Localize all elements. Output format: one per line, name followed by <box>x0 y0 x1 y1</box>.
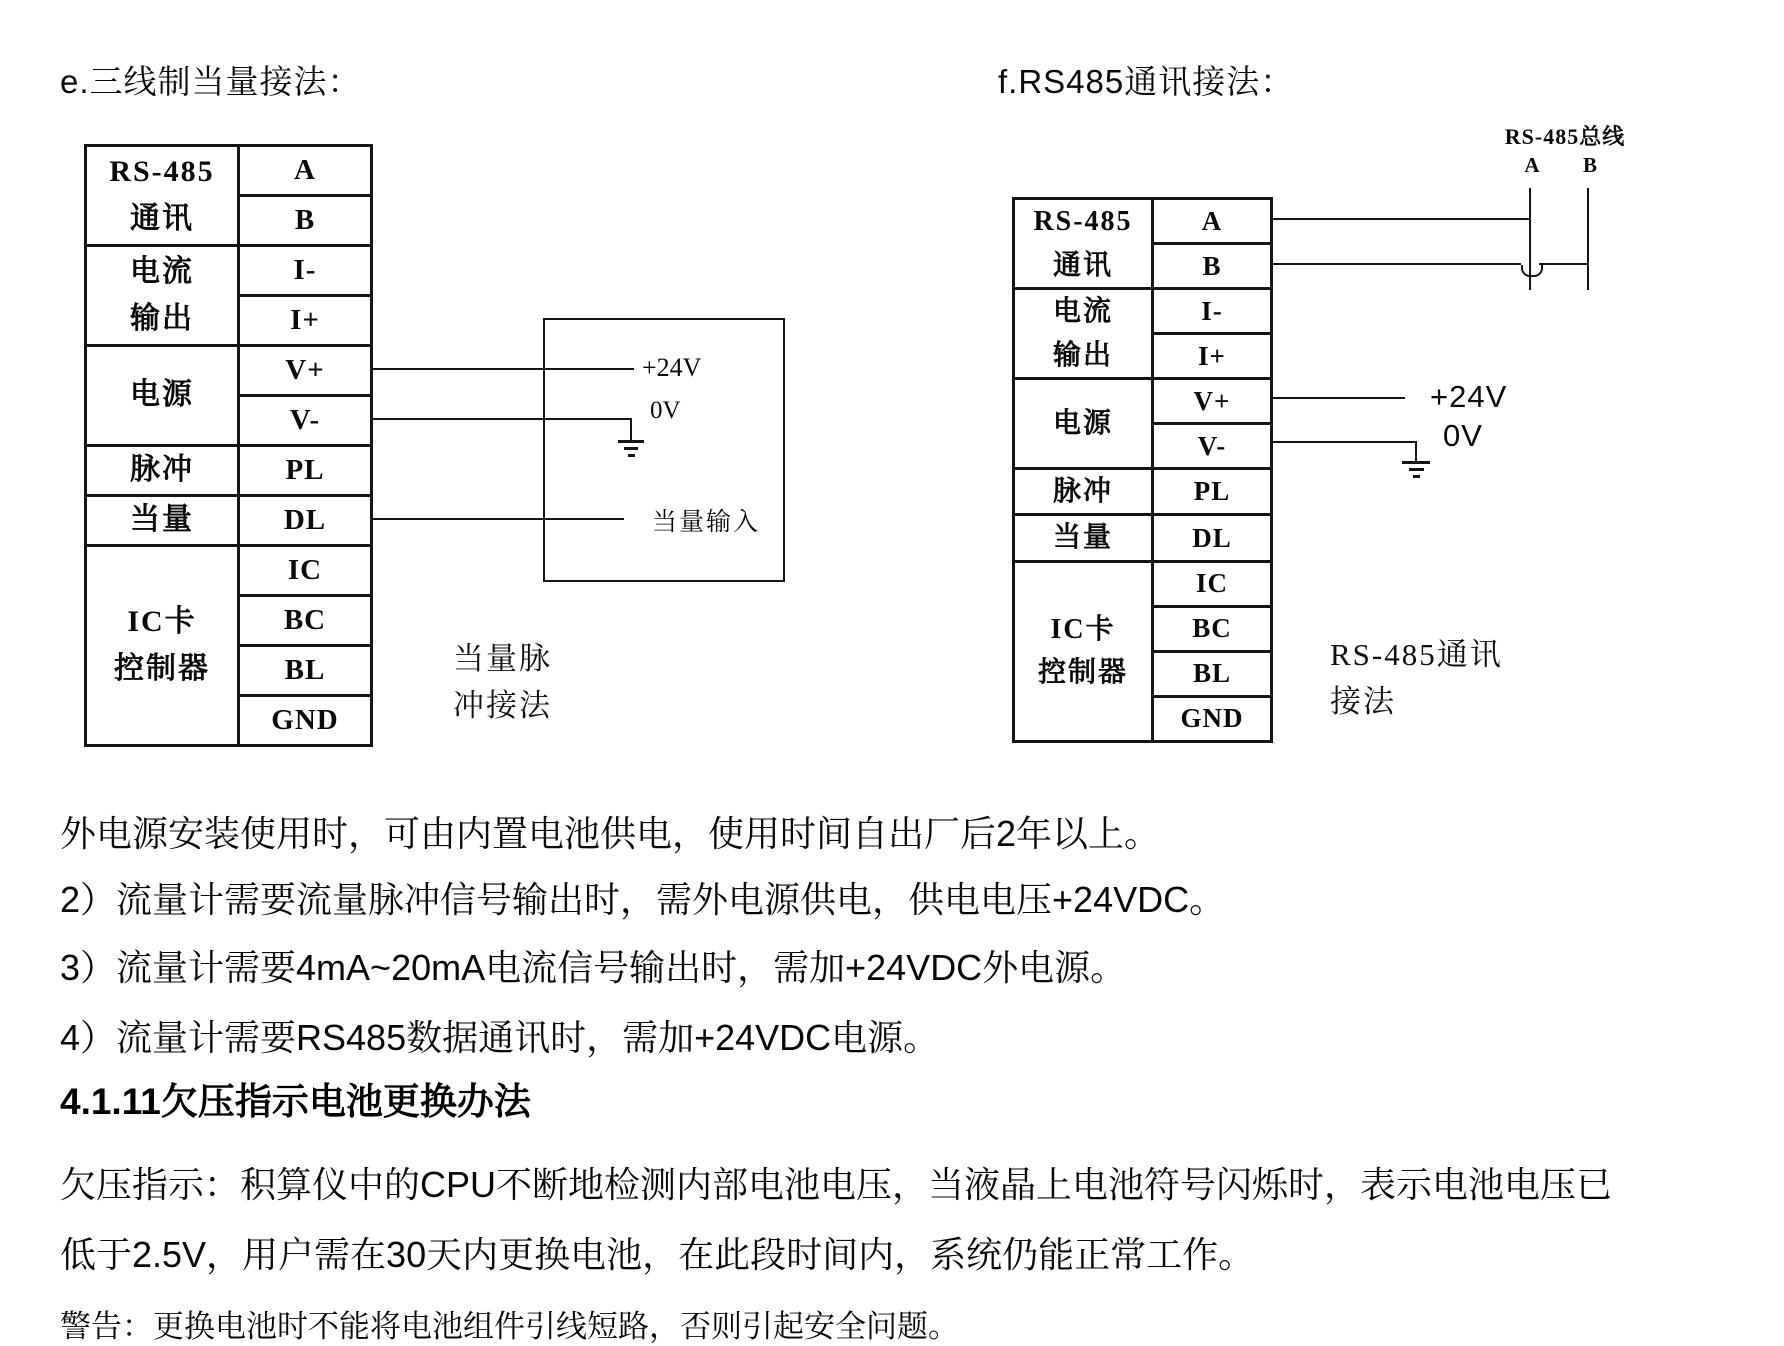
group-label: 电源 <box>130 378 194 412</box>
left-diagram-caption <box>453 636 552 729</box>
terminal-cell: BC <box>1153 606 1272 651</box>
group-cell-power <box>1014 379 1153 469</box>
group-label: 当量 <box>130 503 194 537</box>
group-label: 通讯 <box>130 201 194 235</box>
terminal-cell: V+ <box>1153 379 1272 424</box>
caption-line: 当量脉 <box>453 641 552 676</box>
warning-text: 警告：更换电池时不能将电池组件引线短路，否则引起安全问题。 <box>60 1309 959 1344</box>
terminal-cell: A <box>239 146 372 196</box>
group-label: 脉冲 <box>130 453 194 487</box>
group-label: 通讯 <box>1052 249 1113 281</box>
rs485-bus-title: RS-485总线 <box>1504 124 1626 149</box>
group-cell-ic-card <box>86 546 239 746</box>
wire-vminus-drop-right <box>1415 441 1417 461</box>
wire-b-segment2 <box>1539 263 1587 265</box>
terminal-cell: I- <box>1153 289 1272 334</box>
section-heading-4-1-11: 4.1.11欠压指示电池更换办法 <box>60 1081 531 1122</box>
terminal-cell: BC <box>239 596 372 646</box>
group-cell-equivalent <box>1014 515 1153 561</box>
terminal-cell: PL <box>239 446 372 496</box>
group-label: 输出 <box>1052 339 1113 371</box>
right-diagram-caption <box>1330 632 1503 725</box>
label-24v-left: +24V <box>642 353 702 382</box>
group-cell-current-out <box>86 246 239 346</box>
wire-b-segment1 <box>1272 263 1521 265</box>
label-0v-right: 0V <box>1443 418 1483 453</box>
terminal-cell: GND <box>1153 696 1272 741</box>
group-cell-pulse <box>1014 469 1153 515</box>
group-cell-current-out <box>1014 289 1153 379</box>
terminal-cell: I+ <box>1153 334 1272 379</box>
group-label: 控制器 <box>1037 657 1128 689</box>
terminal-cell: V- <box>1153 424 1272 469</box>
wire-vminus-right <box>1272 441 1417 443</box>
terminal-cell: DL <box>239 496 372 546</box>
bus-a-label: A <box>1524 153 1540 177</box>
group-label: 控制器 <box>114 651 210 685</box>
wire-a <box>1272 218 1529 220</box>
paragraph-item-4: 4）流量计需要RS485数据通讯时，需加+24VDC电源。 <box>60 1017 940 1058</box>
wire-vplus-right <box>1272 397 1405 399</box>
group-label: IC卡 <box>1050 613 1116 645</box>
terminal-cell: IC <box>239 546 372 596</box>
terminal-cell: B <box>1153 244 1272 289</box>
bus-b-label: B <box>1582 153 1597 177</box>
terminal-cell: A <box>1153 199 1272 244</box>
label-24v-right: +24V <box>1430 379 1508 414</box>
group-label: 电流 <box>130 255 194 288</box>
group-cell-rs485 <box>86 146 239 246</box>
group-cell-ic-card <box>1014 561 1153 741</box>
left-terminal-table <box>84 144 373 747</box>
group-label: RS-485 <box>1033 206 1133 238</box>
terminal-cell: BL <box>239 646 372 696</box>
terminal-cell: PL <box>1153 469 1272 515</box>
section-title-left: e.三线制当量接法： <box>60 63 362 100</box>
label-equivalent-input: 当量输入 <box>652 509 761 536</box>
caption-line: 冲接法 <box>453 687 552 723</box>
caption-line: 接法 <box>1330 683 1396 719</box>
group-label: 当量 <box>1052 522 1113 554</box>
paragraph-low-voltage-line2: 低于2.5V，用户需在30天内更换电池，在此段时间内，系统仍能正常工作。 <box>60 1234 1255 1275</box>
group-cell-pulse <box>86 446 239 496</box>
section-title-right: f.RS485通讯接法： <box>998 63 1295 100</box>
group-cell-equivalent <box>86 496 239 546</box>
paragraph-external-power: 外电源安装使用时，可由内置电池供电，使用时间自出厂后2年以上。 <box>60 813 1161 854</box>
terminal-cell: V- <box>239 396 372 446</box>
group-cell-rs485 <box>1014 199 1153 289</box>
paragraph-item-2: 2）流量计需要流量脉冲信号输出时，需外电源供电，供电电压+24VDC。 <box>60 879 1226 920</box>
terminal-cell: IC <box>1153 561 1272 606</box>
terminal-cell: GND <box>239 696 372 746</box>
group-label: 电源 <box>1052 407 1113 439</box>
terminal-cell: I- <box>239 246 372 296</box>
bus-line-b <box>1587 188 1589 290</box>
group-label: 输出 <box>130 301 194 335</box>
terminal-cell: I+ <box>239 296 372 346</box>
wire-hop <box>1521 265 1543 277</box>
group-cell-power <box>86 346 239 446</box>
caption-line: RS-485通讯 <box>1330 637 1503 672</box>
terminal-cell: BL <box>1153 651 1272 696</box>
group-label: IC卡 <box>127 605 197 638</box>
terminal-cell: DL <box>1153 515 1272 561</box>
paragraph-item-3: 3）流量计需要4mA~20mA电流信号输出时，需加+24VDC外电源。 <box>60 947 1127 988</box>
terminal-cell: B <box>239 196 372 246</box>
terminal-cell: V+ <box>239 346 372 396</box>
group-label: 电流 <box>1052 296 1113 328</box>
right-terminal-table <box>1012 197 1273 743</box>
paragraph-low-voltage-line1: 欠压指示：积算仪中的CPU不断地检测内部电池电压，当液晶上电池符号闪烁时，表示电池电压已 <box>60 1164 1613 1205</box>
group-label: RS-485 <box>109 155 215 188</box>
label-0v-left: 0V <box>650 397 681 424</box>
group-label: 脉冲 <box>1052 476 1113 507</box>
